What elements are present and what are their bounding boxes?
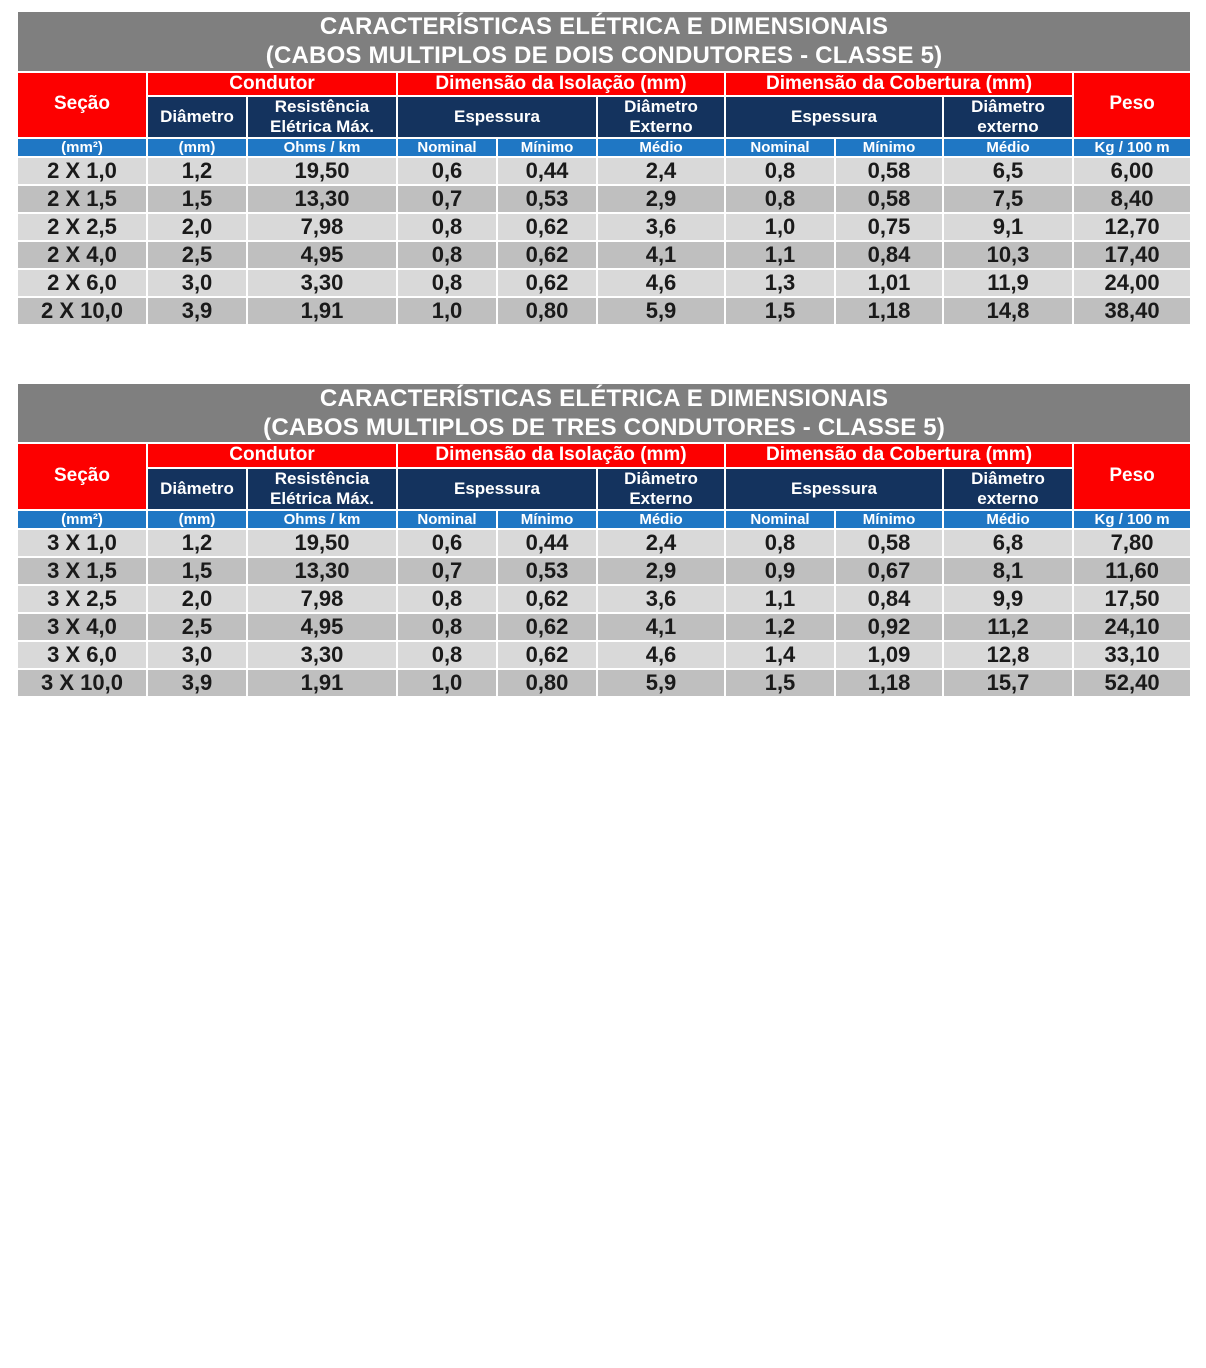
table-row bbox=[17, 213, 1191, 241]
subheader-diametro-externo-cobertura: Diâmetro externo bbox=[943, 468, 1073, 509]
table-cell: 38,40 bbox=[1073, 297, 1191, 325]
table-cell: 0,8 bbox=[725, 157, 835, 185]
header-group-row bbox=[17, 443, 1191, 468]
table-cell: 0,67 bbox=[835, 557, 943, 585]
subheader-diametro-externo-isolacao: Diâmetro Externo bbox=[597, 468, 725, 509]
table-cell: 0,8 bbox=[725, 529, 835, 557]
subheader-resistencia: Resistência Elétrica Máx. bbox=[247, 468, 397, 509]
table-cell: 1,2 bbox=[147, 157, 247, 185]
header-condutor: Condutor bbox=[147, 443, 397, 468]
table-cell: 0,8 bbox=[397, 213, 497, 241]
header-secao: Seção bbox=[17, 72, 147, 138]
table-cell: 12,70 bbox=[1073, 213, 1191, 241]
table-cell: 4,6 bbox=[597, 641, 725, 669]
table-cell: 0,84 bbox=[835, 585, 943, 613]
table-cell: 0,8 bbox=[725, 185, 835, 213]
table-cell: 15,7 bbox=[943, 669, 1073, 697]
unit-cobertura-nominal: Nominal bbox=[725, 138, 835, 157]
table-cell: 13,30 bbox=[247, 557, 397, 585]
table-cell: 1,1 bbox=[725, 585, 835, 613]
table-cell: 2,0 bbox=[147, 585, 247, 613]
table-cell: 0,6 bbox=[397, 157, 497, 185]
table-cell: 0,6 bbox=[397, 529, 497, 557]
table-cell: 1,18 bbox=[835, 297, 943, 325]
table-cell: 17,40 bbox=[1073, 241, 1191, 269]
subheader-espessura-isolacao: Espessura bbox=[397, 96, 597, 137]
table-cell: 4,6 bbox=[597, 269, 725, 297]
table-cell: 0,84 bbox=[835, 241, 943, 269]
table-title-row bbox=[17, 383, 1191, 444]
table-cell: 0,62 bbox=[497, 269, 597, 297]
table-cell: 5,9 bbox=[597, 297, 725, 325]
header-peso: Peso bbox=[1073, 72, 1191, 138]
table-cell: 0,44 bbox=[497, 529, 597, 557]
table-cell: 11,2 bbox=[943, 613, 1073, 641]
header-isolacao: Dimensão da Isolação (mm) bbox=[397, 443, 725, 468]
table-cell: 1,1 bbox=[725, 241, 835, 269]
table-cell: 0,8 bbox=[397, 269, 497, 297]
header-sub-row bbox=[17, 468, 1191, 509]
table-cell: 1,09 bbox=[835, 641, 943, 669]
cell-secao: 3 X 10,0 bbox=[17, 669, 147, 697]
table-cell: 0,62 bbox=[497, 213, 597, 241]
table-cell: 0,58 bbox=[835, 529, 943, 557]
table-title bbox=[17, 11, 1191, 72]
cell-secao: 3 X 2,5 bbox=[17, 585, 147, 613]
header-sub-row bbox=[17, 96, 1191, 137]
unit-resistencia: Ohms / km bbox=[247, 138, 397, 157]
table-row bbox=[17, 269, 1191, 297]
unit-diametro: (mm) bbox=[147, 510, 247, 529]
table-cell: 6,8 bbox=[943, 529, 1073, 557]
table-cell: 1,2 bbox=[725, 613, 835, 641]
table-cell: 10,3 bbox=[943, 241, 1073, 269]
table-cell: 3,9 bbox=[147, 669, 247, 697]
unit-cobertura-medio: Médio bbox=[943, 138, 1073, 157]
spec-table-three-conductors bbox=[16, 382, 1192, 698]
table-cell: 0,8 bbox=[397, 641, 497, 669]
table-row bbox=[17, 297, 1191, 325]
table-cell: 4,1 bbox=[597, 241, 725, 269]
table-cell: 2,4 bbox=[597, 157, 725, 185]
unit-resistencia: Ohms / km bbox=[247, 510, 397, 529]
cell-secao: 3 X 4,0 bbox=[17, 613, 147, 641]
table-cell: 14,8 bbox=[943, 297, 1073, 325]
table-cell: 0,8 bbox=[397, 585, 497, 613]
subheader-diametro: Diâmetro bbox=[147, 468, 247, 509]
table-body-two-conductors bbox=[17, 157, 1191, 325]
table-cell: 0,62 bbox=[497, 613, 597, 641]
table-cell: 17,50 bbox=[1073, 585, 1191, 613]
table-cell: 3,30 bbox=[247, 641, 397, 669]
table-cell: 0,62 bbox=[497, 241, 597, 269]
unit-cobertura-minimo: Mínimo bbox=[835, 138, 943, 157]
table-cell: 5,9 bbox=[597, 669, 725, 697]
table-row bbox=[17, 185, 1191, 213]
table-cell: 0,58 bbox=[835, 157, 943, 185]
table-row bbox=[17, 241, 1191, 269]
table-cell: 6,5 bbox=[943, 157, 1073, 185]
table-cell: 19,50 bbox=[247, 529, 397, 557]
subheader-diametro-externo-cobertura: Diâmetro externo bbox=[943, 96, 1073, 137]
table-cell: 3,0 bbox=[147, 641, 247, 669]
header-condutor: Condutor bbox=[147, 72, 397, 97]
table-row bbox=[17, 585, 1191, 613]
header-cobertura: Dimensão da Cobertura (mm) bbox=[725, 72, 1073, 97]
table-row bbox=[17, 157, 1191, 185]
table-cell: 7,98 bbox=[247, 585, 397, 613]
table-cell: 3,30 bbox=[247, 269, 397, 297]
unit-peso: Kg / 100 m bbox=[1073, 510, 1191, 529]
table-cell: 24,00 bbox=[1073, 269, 1191, 297]
table-cell: 0,75 bbox=[835, 213, 943, 241]
table-cell: 4,1 bbox=[597, 613, 725, 641]
table-cell: 0,8 bbox=[397, 613, 497, 641]
table-cell: 3,6 bbox=[597, 213, 725, 241]
cell-secao: 2 X 6,0 bbox=[17, 269, 147, 297]
table-title-line2: (CABOS MULTIPLOS DE TRES CONDUTORES - CLASSE 5) bbox=[263, 414, 946, 442]
cell-secao: 3 X 1,0 bbox=[17, 529, 147, 557]
table-cell: 0,9 bbox=[725, 557, 835, 585]
cell-secao: 3 X 1,5 bbox=[17, 557, 147, 585]
table-cell: 2,4 bbox=[597, 529, 725, 557]
table-cell: 7,80 bbox=[1073, 529, 1191, 557]
table-cell: 52,40 bbox=[1073, 669, 1191, 697]
table-cell: 1,2 bbox=[147, 529, 247, 557]
table-cell: 1,0 bbox=[397, 297, 497, 325]
unit-isolacao-medio: Médio bbox=[597, 510, 725, 529]
table-row bbox=[17, 529, 1191, 557]
header-group-row bbox=[17, 72, 1191, 97]
unit-isolacao-medio: Médio bbox=[597, 138, 725, 157]
subheader-diametro: Diâmetro bbox=[147, 96, 247, 137]
unit-cobertura-medio: Médio bbox=[943, 510, 1073, 529]
unit-diametro: (mm) bbox=[147, 138, 247, 157]
header-units-row bbox=[17, 510, 1191, 529]
table-title-row bbox=[17, 11, 1191, 72]
table-cell: 0,80 bbox=[497, 669, 597, 697]
table-cell: 1,5 bbox=[147, 557, 247, 585]
unit-cobertura-minimo: Mínimo bbox=[835, 510, 943, 529]
table-cell: 0,7 bbox=[397, 557, 497, 585]
tables-spacer bbox=[16, 326, 1190, 382]
table-cell: 0,8 bbox=[397, 241, 497, 269]
cell-secao: 2 X 1,0 bbox=[17, 157, 147, 185]
header-secao: Seção bbox=[17, 443, 147, 509]
table-cell: 3,6 bbox=[597, 585, 725, 613]
subheader-resistencia: Resistência Elétrica Máx. bbox=[247, 96, 397, 137]
table-cell: 0,44 bbox=[497, 157, 597, 185]
cell-secao: 2 X 2,5 bbox=[17, 213, 147, 241]
spec-table-two-conductors bbox=[16, 10, 1192, 326]
table-cell: 8,40 bbox=[1073, 185, 1191, 213]
table-cell: 12,8 bbox=[943, 641, 1073, 669]
table-cell: 0,53 bbox=[497, 557, 597, 585]
table-cell: 9,9 bbox=[943, 585, 1073, 613]
table-cell: 1,5 bbox=[725, 669, 835, 697]
table-cell: 33,10 bbox=[1073, 641, 1191, 669]
table-cell: 9,1 bbox=[943, 213, 1073, 241]
table-row bbox=[17, 613, 1191, 641]
header-units-row bbox=[17, 138, 1191, 157]
table-cell: 4,95 bbox=[247, 613, 397, 641]
table-cell: 2,9 bbox=[597, 557, 725, 585]
table-title-line1: CARACTERÍSTICAS ELÉTRICA E DIMENSIONAIS bbox=[319, 384, 889, 412]
table-cell: 0,92 bbox=[835, 613, 943, 641]
table-row bbox=[17, 641, 1191, 669]
table-cell: 0,53 bbox=[497, 185, 597, 213]
table-cell: 1,01 bbox=[835, 269, 943, 297]
unit-isolacao-minimo: Mínimo bbox=[497, 138, 597, 157]
table-cell: 11,9 bbox=[943, 269, 1073, 297]
table-cell: 1,4 bbox=[725, 641, 835, 669]
table-cell: 24,10 bbox=[1073, 613, 1191, 641]
table-body-three-conductors bbox=[17, 529, 1191, 697]
header-peso: Peso bbox=[1073, 443, 1191, 509]
table-cell: 19,50 bbox=[247, 157, 397, 185]
header-cobertura: Dimensão da Cobertura (mm) bbox=[725, 443, 1073, 468]
table-cell: 1,5 bbox=[147, 185, 247, 213]
cell-secao: 2 X 1,5 bbox=[17, 185, 147, 213]
table-cell: 1,0 bbox=[397, 669, 497, 697]
table-cell: 0,80 bbox=[497, 297, 597, 325]
table-cell: 2,5 bbox=[147, 613, 247, 641]
table-title bbox=[17, 383, 1191, 444]
table-cell: 1,91 bbox=[247, 297, 397, 325]
table-row bbox=[17, 557, 1191, 585]
subheader-espessura-cobertura: Espessura bbox=[725, 468, 943, 509]
table-cell: 1,3 bbox=[725, 269, 835, 297]
subheader-diametro-externo-isolacao: Diâmetro Externo bbox=[597, 96, 725, 137]
table-cell: 8,1 bbox=[943, 557, 1073, 585]
table-cell: 3,9 bbox=[147, 297, 247, 325]
table-title-line2: (CABOS MULTIPLOS DE DOIS CONDUTORES - CLASSE 5) bbox=[265, 42, 943, 70]
table-cell: 3,0 bbox=[147, 269, 247, 297]
unit-isolacao-nominal: Nominal bbox=[397, 510, 497, 529]
table-cell: 2,5 bbox=[147, 241, 247, 269]
table-cell: 2,9 bbox=[597, 185, 725, 213]
header-isolacao: Dimensão da Isolação (mm) bbox=[397, 72, 725, 97]
table-cell: 0,62 bbox=[497, 641, 597, 669]
cell-secao: 2 X 10,0 bbox=[17, 297, 147, 325]
unit-peso: Kg / 100 m bbox=[1073, 138, 1191, 157]
unit-secao: (mm²) bbox=[17, 138, 147, 157]
unit-secao: (mm²) bbox=[17, 510, 147, 529]
table-cell: 1,18 bbox=[835, 669, 943, 697]
table-cell: 0,7 bbox=[397, 185, 497, 213]
table-cell: 7,98 bbox=[247, 213, 397, 241]
unit-isolacao-minimo: Mínimo bbox=[497, 510, 597, 529]
table-cell: 0,62 bbox=[497, 585, 597, 613]
subheader-espessura-cobertura: Espessura bbox=[725, 96, 943, 137]
table-row bbox=[17, 669, 1191, 697]
subheader-espessura-isolacao: Espessura bbox=[397, 468, 597, 509]
table-cell: 6,00 bbox=[1073, 157, 1191, 185]
table-cell: 0,58 bbox=[835, 185, 943, 213]
table-cell: 7,5 bbox=[943, 185, 1073, 213]
table-cell: 2,0 bbox=[147, 213, 247, 241]
table-cell: 1,91 bbox=[247, 669, 397, 697]
cell-secao: 2 X 4,0 bbox=[17, 241, 147, 269]
table-cell: 11,60 bbox=[1073, 557, 1191, 585]
cell-secao: 3 X 6,0 bbox=[17, 641, 147, 669]
table-cell: 4,95 bbox=[247, 241, 397, 269]
unit-cobertura-nominal: Nominal bbox=[725, 510, 835, 529]
table-cell: 1,0 bbox=[725, 213, 835, 241]
table-title-line1: CARACTERÍSTICAS ELÉTRICA E DIMENSIONAIS bbox=[319, 13, 889, 40]
table-cell: 13,30 bbox=[247, 185, 397, 213]
unit-isolacao-nominal: Nominal bbox=[397, 138, 497, 157]
table-cell: 1,5 bbox=[725, 297, 835, 325]
